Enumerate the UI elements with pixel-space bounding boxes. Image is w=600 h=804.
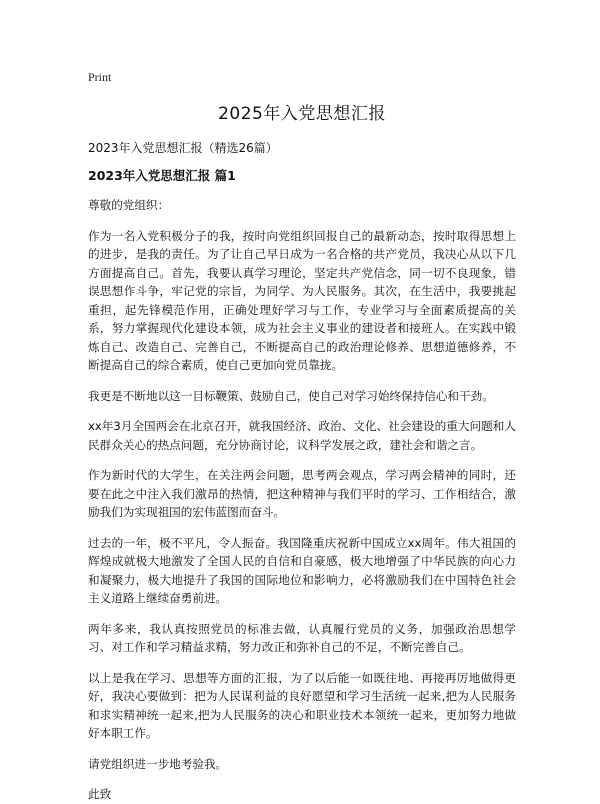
body-paragraph: 请党组织进一步地考验我。	[88, 756, 228, 771]
body-paragraph: 两年多来，我认真按照党员的标准去做，认真履行党员的义务，加强政治思想学习、对工作和学习精益求精，努力改正和弥补自己的不足，不断完善自己。	[88, 621, 516, 654]
section-heading: 2023年入党思想汇报 篇1	[88, 168, 236, 183]
body-paragraph: xx年3月全国两会在北京召开，就我国经济、政治、文化、社会建设的重大问题和人民群众关心的热点问题，充分协商讨论，议科学发展之政，建社会和谐之言。	[88, 419, 516, 452]
page-title: 2025年入党思想汇报	[218, 104, 386, 124]
document-subtitle: 2023年入党思想汇报（精选26篇）	[88, 141, 278, 155]
print-link[interactable]: Print	[88, 70, 112, 84]
body-paragraph: 作为一名入党积极分子的我，按时向党组织回报自己的最新动态，按时取得思想上的进步，是我的责任。为了让自己早日成为一名合格的共产党员，我决心从以下几方面提高自己。首先，我要认真学习理论，坚定共产党信念，同一切不良现象，错误思想作斗争，牢记党的宗旨，为同学、为人民服务。其次，在生活中，我要挑起重担，起先锋模范作用，正确处理好学习与工作，专业学习与全面素质提高的关系，努力掌握现代化建设本领，成为社会主义事业的建设者和接班人。在实践中锻炼自己、改造自己、完善自己，不断提高自己的政治理论修养、思想道德修养，不断提高自己的综合素质，使自己更加向党员靠拢。	[88, 228, 516, 372]
body-paragraph: 以上是我在学习、思想等方面的汇报，为了以后能一如既往地、再接再厉地做得更好，我决心要做到：把为人民谋利益的良好愿望和学习生活统一起来,把为人民服务和求实精神统一起来,把为人民服务的决心和职业技术本领统一起来，更加努力地做好本职工作。	[88, 670, 516, 740]
salutation: 尊敬的党组织：	[88, 198, 170, 212]
body-paragraph: 作为新时代的大学生，在关注两会问题，思考两会观点，学习两会精神的同时，还要在此之中注入我们激昂的热情，把这种精神与我们平时的学习、工作相结合，激励我们为实现祖国的宏伟蓝图而奋斗。	[88, 468, 516, 519]
closing-line: 此致	[88, 787, 112, 801]
body-paragraph: 我更是不断地以这一目标鞭策、鼓励自己，使自己对学习始终保持信心和干劲。	[88, 388, 494, 403]
body-paragraph: 过去的一年，极不平凡，令人振奋。我国隆重庆祝新中国成立xx周年。伟大祖国的辉煌成就极大地激发了全国人民的自信和自豪感，极大地增强了中华民族的向心力和凝聚力，极大地提升了我国的国际地位和影响力，必将激励我们在中国特色社会主义道路上继续奋勇前进。	[88, 535, 516, 605]
